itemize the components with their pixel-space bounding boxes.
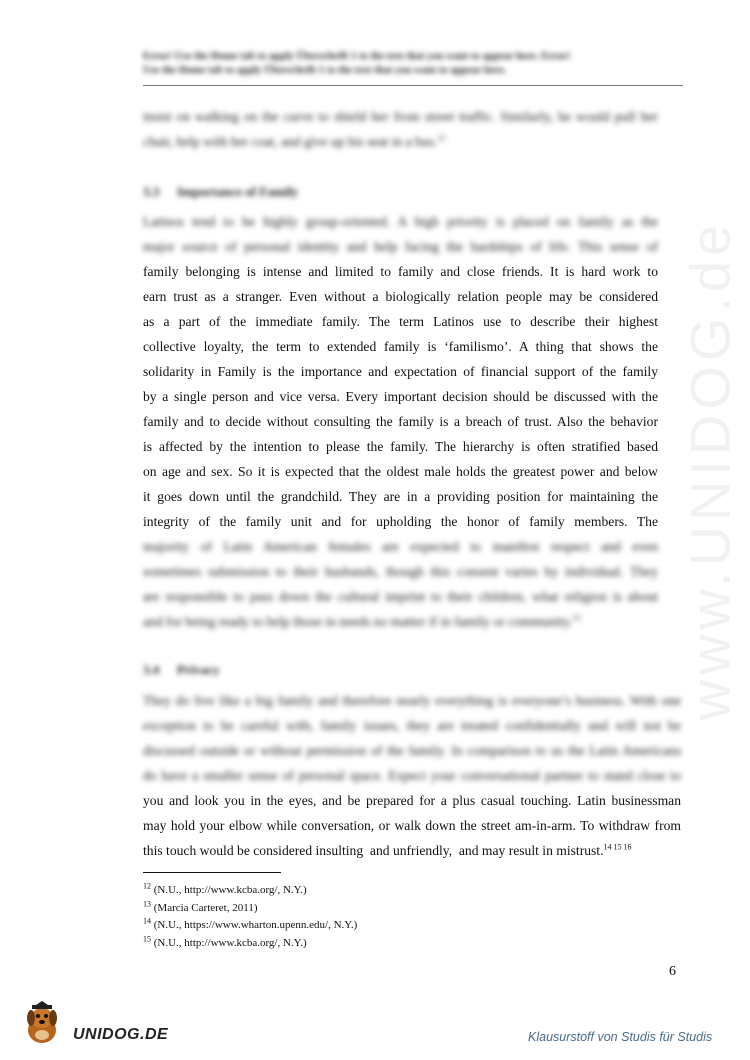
header-line: Error! Use the Home tab to apply Überschrift 1 to the text that you want to appear here. Error! [143, 51, 571, 62]
section-number: 3.4 [143, 662, 160, 677]
paragraph-line: integrity of the family unit and for upholding the honor of family members. The [143, 514, 658, 529]
footnote-text: (N.U., http://www.kcba.org/, N.Y.) [153, 936, 307, 949]
footnote-rule [143, 872, 281, 873]
paragraph-line: by a single person and vice versa. Every important decision should be discussed with the [143, 389, 658, 404]
paragraph-line: earn trust as a stranger. Even without a biologically relation people may be considered [143, 289, 658, 304]
paragraph-line [143, 609, 658, 634]
paragraph-line: Latinos tend to be highly group-oriented. A high priority is placed on family as the [143, 214, 658, 229]
section-title: Privacy [177, 662, 220, 677]
footnotes [143, 882, 357, 952]
paragraph-line: insist on walking on the curve to shield her from street traffic. Similarly, he would pull her [143, 109, 658, 124]
footnote-ref: 15 [613, 842, 622, 852]
paragraph-line: you and look you in the eyes, and be prepared for a plus casual touching. Latin businessman [143, 793, 681, 808]
paragraph-line: exception to be careful with, family issues, they are treated confidentially and will not be [143, 718, 681, 733]
privacy-paragraph [143, 788, 681, 863]
paragraph-line: major source of personal identity and help facing the hardships of life. This sense of [143, 239, 658, 254]
header-rule [143, 85, 683, 86]
header-line: Use the Home tab to apply Überschrift 1 to the text that you want to appear here. [143, 65, 507, 76]
section-title: Importance of Family [177, 184, 299, 199]
paragraph-line: as a part of the immediate family. The term Latinos use to describe their highest [143, 314, 658, 329]
paragraph-line: is affected by the intention to please the family. The hierarchy is often stratified based [143, 439, 658, 454]
paragraph-line: family and to decide without consulting the family is a breach of trust. Also the behavior [143, 414, 658, 429]
family-paragraph-bottom-blurred [143, 534, 658, 634]
paragraph-line: They do live like a big family and therefore nearly everything is everyone’s business. With one [143, 693, 681, 708]
paragraph-line: discussed outside or without permission of the family. In comparison to us the Latin Americans [143, 743, 681, 758]
unidog-logo [18, 1000, 178, 1048]
footnote-number: 13 [143, 898, 151, 908]
paragraph-line: solidarity in Family is the importance and expectation of financial support of the family [143, 364, 658, 379]
family-paragraph-top-blurred [143, 209, 658, 259]
dog-mascot-icon [18, 1000, 66, 1048]
paragraph-line-text: chair, help with her coat, and give up his seat in a bus. [143, 134, 438, 149]
paragraph-line: are responsible to pass down the cultural imprint to their children, what religion is about [143, 589, 658, 604]
footnote-ref: 13 [572, 613, 581, 623]
logo-text: UNIDOG.DE [73, 1026, 169, 1043]
intro-paragraph [143, 104, 658, 154]
tagline: Klausurstoff von Studis für Studis [528, 1030, 713, 1044]
footnote-text: (Marcia Carteret, 2011) [153, 901, 258, 914]
paragraph-line: majority of Latin American females are expected to manifest respect and even [143, 539, 658, 554]
paragraph-line: family belonging is intense and limited to family and close friends. It is hard work to [143, 264, 658, 279]
footnote [143, 917, 357, 935]
footnote-number: 14 [143, 916, 151, 926]
footnote-number: 12 [143, 881, 151, 891]
paragraph-line [143, 129, 658, 154]
family-paragraph [143, 259, 658, 534]
footnote-ref: 16 [623, 842, 632, 852]
paragraph-line [143, 838, 681, 863]
watermark: www.UNIDOG.de [678, 219, 742, 721]
paragraph-line: do have a smaller sense of personal space. Expect your conversational partner to stand close to [143, 768, 681, 783]
page-number: 6 [669, 964, 676, 979]
paragraph-line: on age and sex. So it is expected that the oldest male holds the greatest power and below [143, 464, 658, 479]
section-heading-family [143, 184, 298, 200]
paragraph-line: may hold your elbow while conversation, or walk down the street am-in-arm. To withdraw from [143, 818, 681, 833]
section-number: 3.3 [143, 184, 160, 199]
paragraph-line-text: this touch would be considered insulting and unfriendly, and may result in mistrust. [143, 843, 604, 858]
running-header [143, 50, 683, 78]
paragraph-line: sometimes submission to their husbands, though this consent varies by individual. They [143, 564, 658, 579]
footnote-ref: 12 [437, 133, 446, 143]
footnote [143, 900, 357, 918]
footnote-number: 15 [143, 933, 151, 943]
footnote-text: (N.U., http://www.kcba.org/, N.Y.) [153, 884, 307, 896]
footnote-ref: 14 [603, 842, 612, 852]
footnote [143, 882, 357, 900]
paragraph-line: collective loyalty, the term to extended family is ‘familismo’. A thing that shows the [143, 339, 658, 354]
paragraph-line: it goes down until the grandchild. They are in a providing position for maintaining the [143, 489, 658, 504]
paragraph-line-text: and for being ready to help those in needs no matter if in family or community. [143, 614, 573, 629]
section-heading-privacy [143, 662, 220, 678]
footnote [143, 935, 357, 953]
footnote-text: (N.U., https://www.wharton.upenn.edu/, N.Y.) [153, 919, 358, 931]
privacy-paragraph-blurred [143, 688, 681, 788]
